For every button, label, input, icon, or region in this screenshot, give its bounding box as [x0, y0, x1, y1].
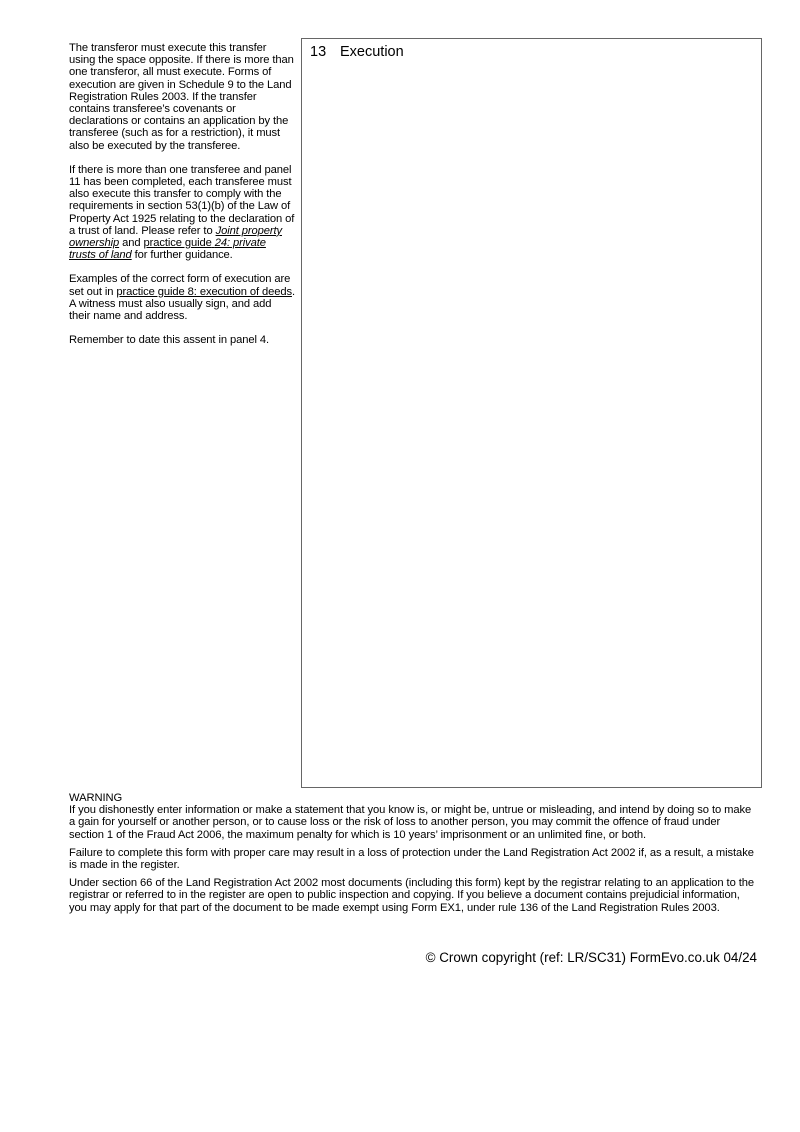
panel-heading	[310, 44, 404, 60]
warning-heading: WARNING	[69, 792, 123, 804]
section-66-notice: Under section 66 of the Land Registration Act 2002 most documents (including this form) kept by the registrar relating to an application to the registrar or referred to in the register are open to public inspection and copying. If you believe a document contains prejudicial information, you may apply for that part of the document to be made exempt using Form EX1, under rule 136 of the Land Registration Rules 2003.	[69, 877, 755, 914]
guidance-multiple-transferees	[69, 164, 295, 262]
joint-property-ownership-link[interactable]: Joint property ownership	[69, 224, 282, 250]
guidance-text: . A witness must also usually sign, and add their name and address.	[69, 285, 295, 323]
failure-notice: Failure to complete this form with proper care may result in a loss of protection under the Land Registration Act 2002 if, as a result, a mistake is made in the register.	[69, 846, 754, 872]
execution-panel[interactable]	[301, 38, 762, 788]
guidance-date-reminder: Remember to date this assent in panel 4.	[69, 334, 269, 347]
practice-guide-8-link[interactable]: practice guide 8: execution of deeds	[116, 285, 292, 298]
warning-text: If you dishonestly enter information or make a statement that you know is, or might be, untrue or misleading, and intend by doing so to make a gain for yourself or another person, or to cause loss or the risk of loss to another person, you may commit the offence of fraud under section 1 of the Fraud Act 2006, the maximum penalty for which is 10 years’ imprisonment or an unlimited fine, or both.	[69, 804, 752, 841]
guidance-text: If there is more than one transferee and panel 11 has been completed, each transferee must also execute this transfer to comply with the requirements in section 53(1)(b) of the Law of Property Act 1925 relating to the declaration of a trust of land. Please refer to	[69, 163, 295, 237]
panel-number: 13	[310, 44, 327, 60]
guidance-execution-examples	[69, 273, 295, 322]
guidance-execution-instructions: The transferor must execute this transfer using the space opposite. If there is more than one transferor, all must execute. Forms of execution are given in Schedule 9 to the Land Registration Rules 2003. If the transfer contains transferee’s covenants or declarations or contains an application by the transferee (such as for a restriction), it must also be executed by the transferee.	[69, 42, 294, 152]
guidance-column	[69, 42, 295, 358]
practice-guide-24-link-part2: 24: private trusts of land	[69, 237, 266, 262]
guidance-text: for further guidance.	[131, 249, 233, 262]
warning-notice	[69, 792, 757, 841]
panel-title: Execution	[340, 44, 404, 60]
practice-guide-24-link-part1: practice guide	[143, 237, 212, 250]
guidance-text: Examples of the correct form of execution are set out in	[69, 273, 291, 298]
footer-notices	[69, 792, 757, 920]
guidance-text: and	[119, 237, 144, 250]
copyright-notice: © Crown copyright (ref: LR/SC31) FormEvo.co.uk 04/24	[425, 950, 757, 965]
